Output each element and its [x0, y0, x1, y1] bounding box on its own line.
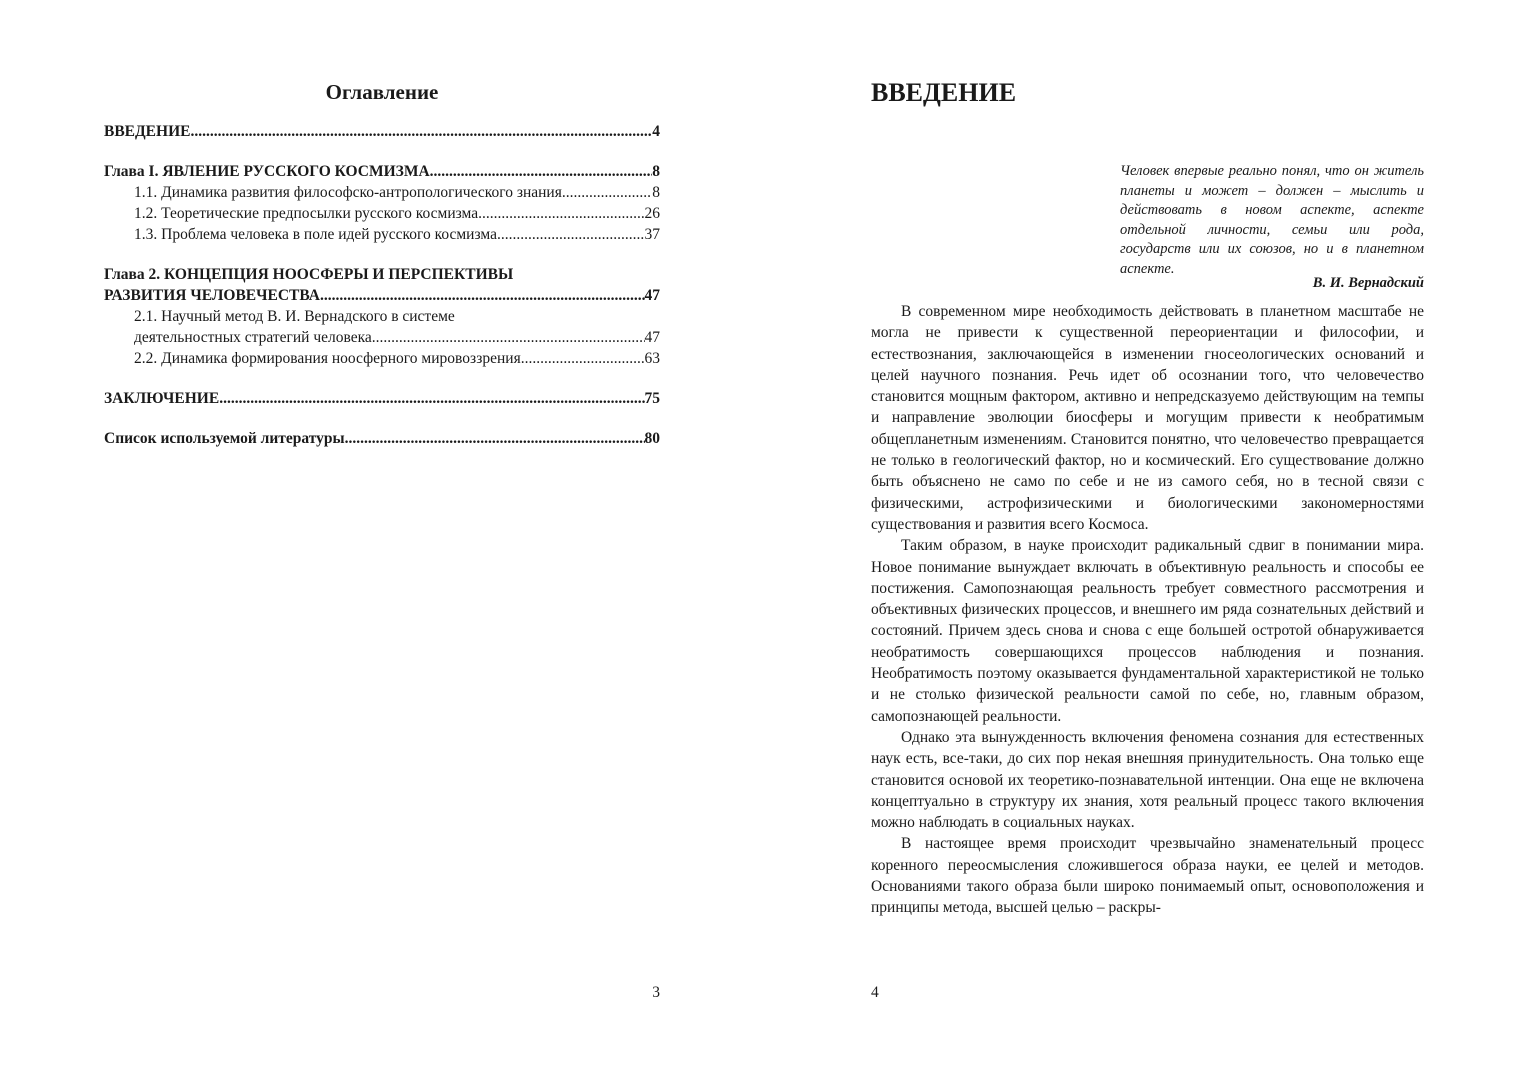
toc-entry-label: Список используемой литературы — [104, 430, 345, 447]
toc-leader-dots — [190, 121, 652, 142]
toc-entry-chapter-2[interactable] — [104, 285, 660, 306]
toc-leader-dots — [497, 224, 645, 245]
toc-entry-label: 1.3. Проблема человека в поле идей русского космизма — [134, 226, 497, 243]
paragraph: В настоящее время происходит чрезвычайно знаменательный процесс коренного переосмысления сложившегося образа науки, ее целей и методов. Основаниями такого образа были широко понимаемый опыт, основоположения и принципы метода, высшей целью – раскры- — [871, 835, 1424, 917]
toc-entry-introduction[interactable] — [104, 121, 660, 142]
toc-entry-page: 47 — [644, 329, 660, 346]
toc-section-2-1-title-line[interactable]: 2.1. Научный метод В. И. Вернадского в системе — [134, 308, 455, 325]
toc-entry-conclusion[interactable] — [104, 388, 660, 409]
toc-entry-page: 75 — [644, 390, 660, 407]
paragraph: Таким образом, в науке происходит радикальный сдвиг в понимании мира. Новое понимание вынуждает включать в объективную реальность и способы ее постижения. Самопознающая реальность требует совместного рассмотрения и объективных физических процессов, и внешнего им ряда сознательных действий и состояний. Причем здесь снова и снова с еще большей остротой обнаруживается необратимость совершающихся процессов наблюдения и познания. Необратимость поэтому оказывается фундаментальной характеристикой не только и не столько физической реальности самой по себе, но, главным образом, самопознающей реальности. — [871, 537, 1424, 725]
toc-entry-page: 8 — [652, 184, 660, 201]
toc-entry-page: 26 — [644, 205, 660, 222]
toc-entry-label: деятельностных стратегий человека — [134, 329, 372, 346]
paragraph: В современном мире необходимость действовать в планетном масштабе не могла не привести к существенной переориентации и философии, и естествознания, заключающейся в изменении гносеологических оснований и целей научного познания. Речь идет об осознании того, что человечество становится мощным фактором, активно и непредсказуемо действующим на темпы и направление эволюции биосферы и могущим привести к необратимым общепланетным изменениям. Становится понятно, что человечество превращается не только в геологический фактор, но и космический. Его существование должно быть объяснено не само по себе и не из самого себя, но в тесной связи с физическими, астрофизическими и биологическими закономерностями существования и развития всего Космоса. — [871, 303, 1424, 533]
right-page — [764, 0, 1528, 1080]
toc-entry-label: РАЗВИТИЯ ЧЕЛОВЕЧЕСТВА — [104, 287, 320, 304]
epigraph-quote: Человек впервые реально понял, что он житель планеты и может – должен – мыслить и действовать в новом аспекте, аспекте отдельной личности, семьи или рода, государств или их союзов, но и в планетном аспекте. — [1120, 163, 1424, 277]
toc-leader-dots — [562, 182, 652, 203]
toc-leader-dots — [521, 348, 645, 369]
toc-entry-section-1-2[interactable] — [104, 203, 660, 224]
toc-entry-page: 37 — [644, 226, 660, 243]
toc-title: Оглавление — [325, 80, 439, 104]
toc-entry-literature[interactable] — [104, 428, 660, 449]
paragraph: Однако эта вынужденность включения феномена сознания для естественных наук есть, все-таки, до сих пор некая внешняя принудительность. Она только еще становится основой их теоретико-познавательной интенции. Она еще не включена концептуально в структуру их знания, хотя реальный процесс такого включения можно наблюдать в социальных науках. — [871, 728, 1424, 832]
toc-leader-dots — [219, 388, 644, 409]
toc-entry-label: ВВЕДЕНИЕ — [104, 123, 191, 140]
toc-entry-label: Глава I. ЯВЛЕНИЕ РУССКОГО КОСМИЗМА — [104, 163, 430, 180]
toc-entry-section-1-1[interactable] — [104, 182, 660, 203]
page-number-left: 3 — [652, 984, 660, 1001]
toc-entry-page: 63 — [644, 350, 660, 367]
toc-leader-dots — [320, 285, 645, 306]
toc-entry-page: 47 — [644, 287, 660, 304]
toc-chapter-2-title-line[interactable]: Глава 2. КОНЦЕПЦИЯ НООСФЕРЫ И ПЕРСПЕКТИВЫ — [104, 266, 514, 283]
body-text — [871, 301, 1424, 919]
toc-entry-page: 80 — [644, 430, 660, 447]
toc-entry-section-2-2[interactable] — [104, 348, 660, 369]
toc-leader-dots — [372, 327, 645, 348]
toc-entry-section-2-1[interactable] — [104, 327, 660, 348]
toc-entry-label: ЗАКЛЮЧЕНИЕ — [104, 390, 220, 407]
toc-entry-page: 4 — [652, 123, 660, 140]
toc-leader-dots — [430, 161, 653, 182]
toc-entry-section-1-3[interactable] — [104, 224, 660, 245]
toc-entry-chapter-1[interactable] — [104, 161, 660, 182]
toc-entry-label: 1.2. Теоретические предпосылки русского космизма — [134, 205, 479, 222]
toc-entry-page: 8 — [652, 163, 660, 180]
page-number-right: 4 — [871, 984, 879, 1001]
table-of-contents — [104, 121, 660, 449]
section-title: ВВЕДЕНИЕ — [871, 78, 1017, 107]
toc-entry-label: 1.1. Динамика развития философско-антропологического знания — [134, 184, 562, 201]
epigraph-author: В. И. Вернадский — [1312, 275, 1424, 291]
toc-leader-dots — [478, 203, 644, 224]
toc-entry-label: 2.2. Динамика формирования ноосферного мировоззрения — [134, 350, 521, 367]
toc-leader-dots — [345, 428, 645, 449]
